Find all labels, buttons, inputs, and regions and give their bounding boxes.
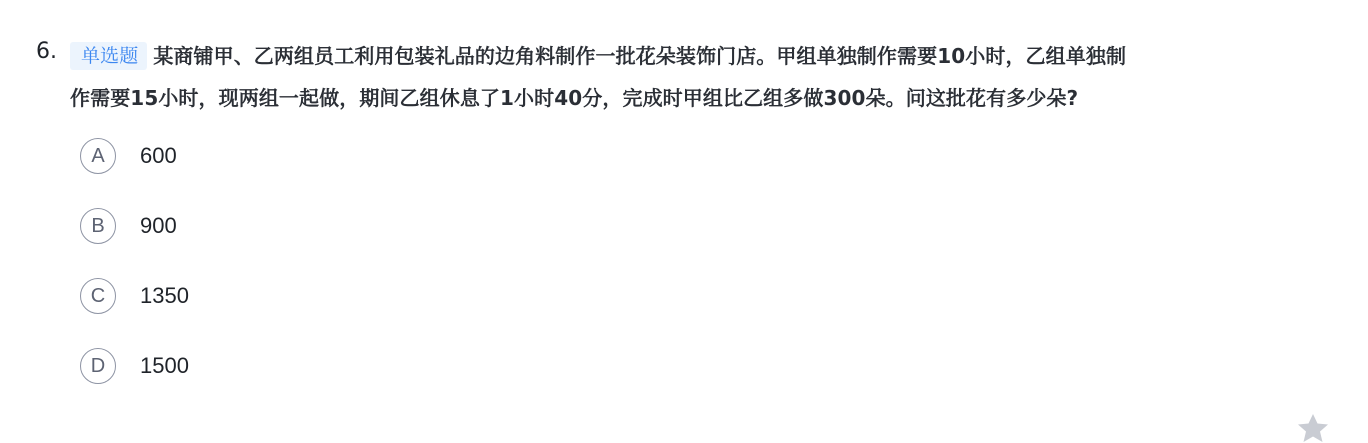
option-c[interactable] — [80, 276, 189, 316]
option-c-value[interactable]: 1350 — [140, 283, 189, 308]
option-d-value[interactable]: 1500 — [140, 353, 189, 378]
question-text-line-1: 某商铺甲、乙两组员工利用包装礼品的边角料制作一批花朵装饰门店。甲组单独制作需要10小时，乙组单独制 — [153, 44, 1127, 68]
star-icon[interactable] — [1296, 413, 1330, 443]
option-b-value[interactable]: 900 — [140, 213, 177, 238]
option-a-value[interactable]: 600 — [140, 143, 177, 168]
option-d[interactable] — [80, 346, 189, 386]
option-b[interactable] — [80, 206, 189, 246]
option-b-letter[interactable]: B — [80, 208, 116, 244]
option-a[interactable] — [80, 136, 189, 176]
option-a-letter[interactable]: A — [80, 138, 116, 174]
options-list — [80, 136, 189, 416]
question-type-tag: 单选题 — [70, 42, 147, 70]
question-text — [70, 35, 1332, 119]
question-number: 6. — [36, 39, 57, 64]
option-c-letter[interactable]: C — [80, 278, 116, 314]
option-d-letter[interactable]: D — [80, 348, 116, 384]
question-line-1 — [70, 35, 1332, 77]
question-text-line-2: 作需要15小时，现两组一起做，期间乙组休息了1小时40分，完成时甲组比乙组多做300朵。问这批花有多少朵? — [70, 86, 1079, 110]
